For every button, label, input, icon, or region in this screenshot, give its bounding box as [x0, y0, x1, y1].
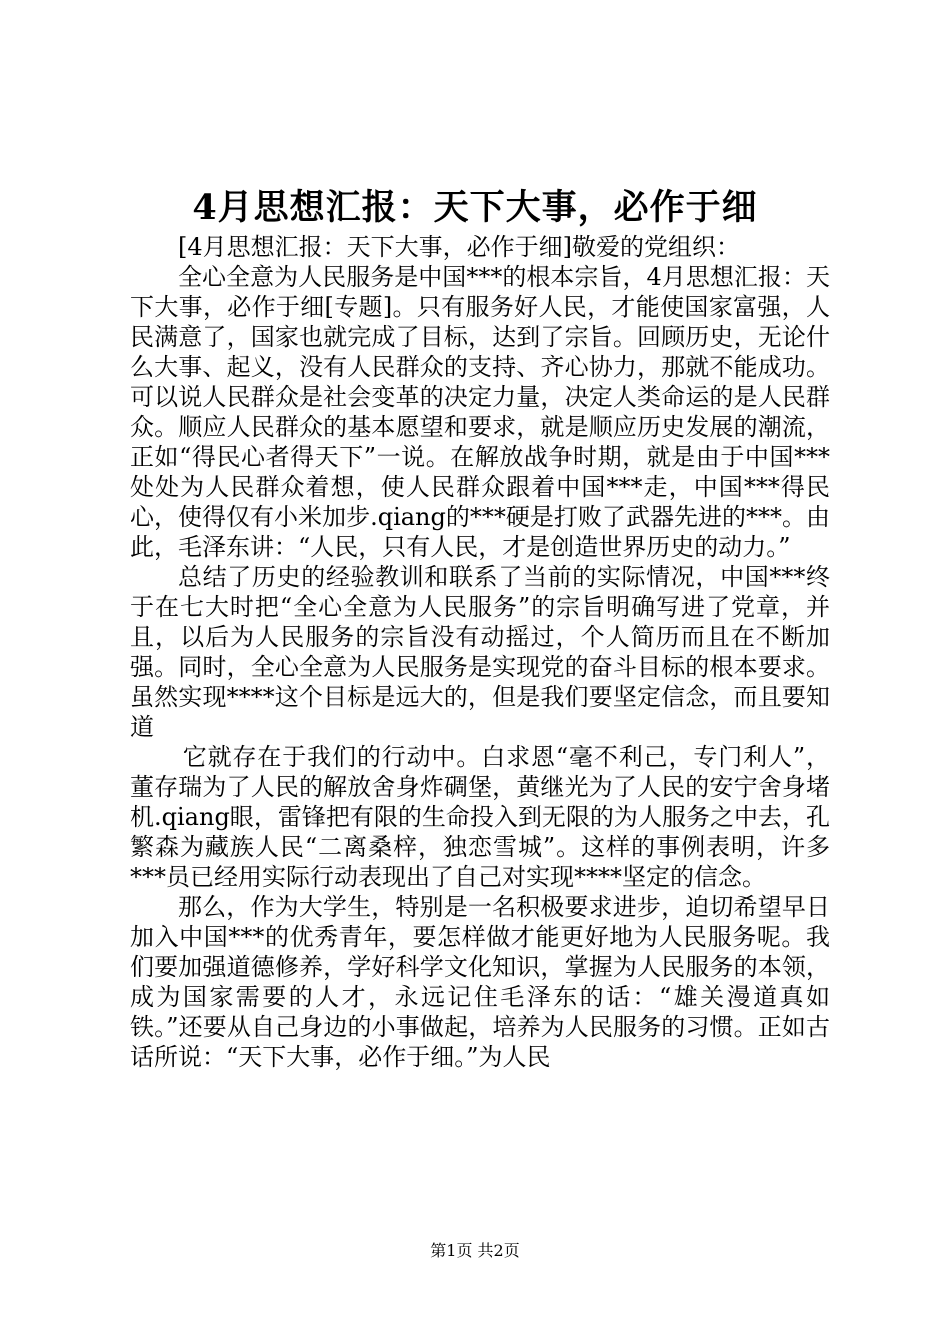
- paragraph-1: 全心全意为人民服务是中国***的根本宗旨，4月思想汇报：天下大事，必作于细[专题]。只有服务好人民，才能使国家富强，人民满意了，国家也就完成了目标，达到了宗旨。回顾历史，无论什么大事、起义，没有人民群众的支持、齐心协力，那就不能成功。可以说人民群众是社会变革的决定力量，决定人类命运的是人民群众。顺应人民群众的基本愿望和要求，就是顺应历史发展的潮流，正如“得民心者得天下”一说。在解放战争时期，就是由于中国***处处为人民群众着想，使人民群众跟着中国***走，中国***得民心，使得仅有小米加步.qiang的***硬是打败了武器先进的***。由此，毛泽东讲：“人民，只有人民，才是创造世界历史的动力。”: [130, 263, 830, 561]
- paragraph-3: 它就存在于我们的行动中。白求恩“毫不利己，专门利人”，董存瑞为了人民的解放舍身炸碉堡，黄继光为了人民的安宁舍身堵机.qiang眼，雷锋把有限的生命投入到无限的为人服务之中去，孔繁森为藏族人民“二离桑梓，独恋雪城”。这样的事例表明，许多***员已经用实际行动表现出了自己对实现****坚定的信念。: [130, 743, 830, 891]
- paragraph-salutation: [4月思想汇报：天下大事，必作于细]敬爱的党组织：: [178, 233, 740, 261]
- paragraph-4: 那么，作为大学生，特别是一名积极要求进步，迫切希望早日加入中国***的优秀青年，要怎样做才能更好地为人民服务呢。我们要加强道德修养，学好科学文化知识，掌握为人民服务的本领，成为国家需要的人才，永远记住毛泽东的话：“雄关漫道真如铁。”还要从自己身边的小事做起，培养为人民服务的习惯。正如古话所说：“天下大事，必作于细。”为人民: [130, 893, 830, 1071]
- paragraph-2: 总结了历史的经验教训和联系了当前的实际情况，中国***终于在七大时把“全心全意为人民服务”的宗旨明确写进了党章，并且，以后为人民服务的宗旨没有动摇过，个人简历而且在不断加强。同时，全心全意为人民服务是实现党的奋斗目标的根本要求。虽然实现****这个目标是远大的，但是我们要坚定信念，而且要知道: [130, 563, 830, 741]
- document-body: [130, 232, 830, 1072]
- document-title: 4月思想汇报：天下大事，必作于细: [192, 187, 758, 228]
- page-number-footer: 第1页 共2页: [430, 1241, 520, 1260]
